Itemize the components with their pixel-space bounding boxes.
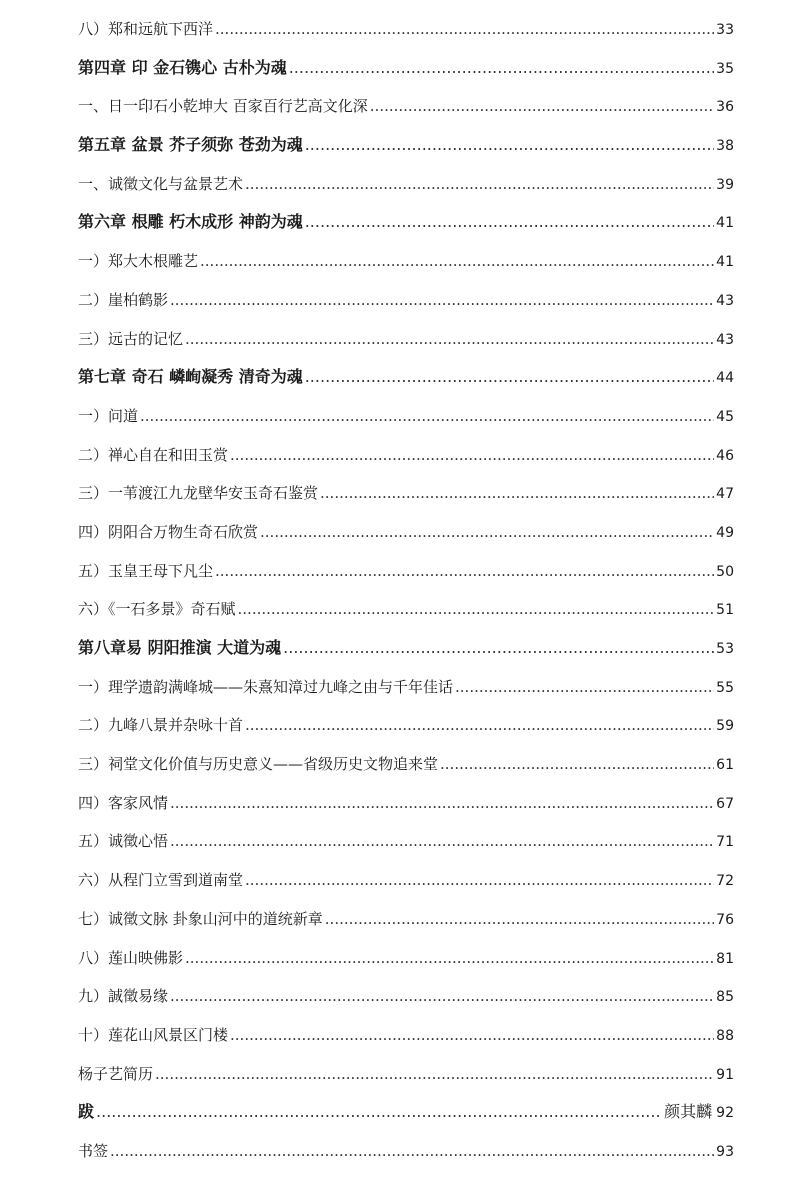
toc-entry — [78, 87, 734, 126]
toc-page-number: 41 — [716, 215, 734, 232]
dot-leader — [305, 126, 714, 165]
dot-leader — [170, 784, 714, 823]
toc-page-number: 91 — [716, 1066, 734, 1083]
toc-page-number: 50 — [716, 563, 734, 580]
toc-entry-title: 四）客家风情 — [78, 793, 169, 812]
dot-leader — [215, 552, 714, 591]
toc-entry-title: 第五章 盆景 芥子须弥 苍劲为魂 — [78, 135, 303, 155]
dot-leader — [155, 1055, 714, 1094]
toc-entry-title: 杨子艺简历 — [78, 1064, 154, 1083]
toc-entry — [78, 784, 734, 823]
toc-entry-title: 七）诚徵文脉 卦象山河中的道统新章 — [78, 909, 323, 928]
dot-leader — [215, 10, 714, 49]
dot-leader — [305, 358, 714, 397]
toc-chapter-entry — [78, 1093, 734, 1132]
toc-entry — [78, 822, 734, 861]
toc-entry-title: 四）阴阳合万物生奇石欣赏 — [78, 522, 259, 541]
dot-leader — [245, 861, 714, 900]
dot-leader — [96, 1093, 662, 1132]
toc-page-number: 53 — [716, 641, 734, 657]
toc-entry-title: 十）莲花山风景区门楼 — [78, 1025, 229, 1044]
toc-page-number: 44 — [716, 370, 734, 387]
toc-page-number: 72 — [716, 873, 734, 890]
toc-page-number: 81 — [716, 950, 734, 967]
toc-entry — [78, 242, 734, 281]
dot-leader — [185, 939, 714, 978]
dot-leader — [170, 822, 714, 861]
toc-entry — [78, 977, 734, 1016]
dot-leader — [260, 513, 714, 552]
toc-page-number: 55 — [716, 679, 734, 696]
toc-entry-title: 六）《一石多景》奇石赋 — [78, 600, 236, 619]
dot-leader — [305, 203, 714, 242]
toc-entry — [78, 165, 734, 204]
toc-chapter-entry — [78, 629, 734, 668]
toc-page-number: 36 — [716, 99, 734, 116]
dot-leader — [200, 242, 714, 281]
dot-leader — [245, 165, 714, 204]
dot-leader — [140, 397, 714, 436]
toc-page-number: 33 — [716, 22, 734, 38]
toc-entry — [78, 1016, 734, 1055]
toc-entry — [78, 590, 734, 629]
toc-chapter-entry — [78, 126, 734, 165]
toc-entry-title: 五）玉皇王母下凡尘 — [78, 561, 214, 580]
toc-entry-title: 五）诚徵心悟 — [78, 832, 169, 851]
toc-entry-title: 二）禅心自在和田玉赏 — [78, 445, 229, 464]
toc-entry-title: 二）崖柏鹤影 — [78, 290, 169, 309]
toc-page-number: 46 — [716, 447, 734, 464]
dot-leader — [455, 668, 714, 707]
toc-entry-title: 一、日一印石小乾坤大 百家百行艺高文化深 — [78, 97, 368, 116]
toc-page-number: 38 — [716, 138, 734, 155]
toc-entry-title: 第七章 奇石 嶙峋凝秀 清奇为魂 — [78, 367, 303, 387]
toc-chapter-entry — [78, 49, 734, 88]
toc-entry — [78, 900, 734, 939]
toc-entry — [78, 320, 734, 359]
toc-entry-title: 第四章 印 金石镌心 古朴为魂 — [78, 57, 287, 77]
toc-entry — [78, 397, 734, 436]
dot-leader — [440, 745, 714, 784]
toc-entry-title: 第八章易 阴阳推演 大道为魂 — [78, 638, 282, 657]
toc-entry — [78, 1132, 734, 1171]
toc-entry-title: 三）远古的记忆 — [78, 329, 184, 348]
toc-entry — [78, 745, 734, 784]
dot-leader — [245, 706, 714, 745]
dot-leader — [170, 281, 714, 320]
toc-page-number: 92 — [716, 1105, 734, 1122]
toc-page-number: 85 — [716, 989, 734, 1006]
dot-leader — [325, 900, 714, 939]
toc-page-number: 67 — [716, 795, 734, 812]
toc-entry-title: 一、诚徵文化与盆景艺术 — [78, 174, 244, 193]
dot-leader — [370, 87, 714, 126]
toc-entry-title: 第六章 根雕 朽木成形 神韵为魂 — [78, 212, 303, 232]
toc-page-number: 71 — [716, 834, 734, 851]
toc-entry-title: 三）祠堂文化价值与历史意义——省级历史文物追来堂 — [78, 755, 439, 774]
toc-entry — [78, 939, 734, 978]
toc-entry-title: 书签 — [78, 1141, 109, 1160]
toc-entry — [78, 10, 734, 49]
toc-page-number: 76 — [716, 911, 734, 928]
toc-page-number: 61 — [716, 757, 734, 774]
dot-leader — [110, 1132, 714, 1171]
toc-entry — [78, 513, 734, 552]
toc-page-number: 51 — [716, 602, 734, 619]
toc-chapter-entry — [78, 203, 734, 242]
toc-chapter-entry — [78, 358, 734, 397]
dot-leader — [185, 320, 714, 359]
toc-entry-author: 颜其麟 — [664, 1102, 713, 1122]
toc-entry — [78, 436, 734, 475]
toc-entry-title: 一）理学遗韵满峰城——朱熹知漳过九峰之由与千年佳话 — [78, 677, 454, 696]
dot-leader — [283, 629, 714, 668]
toc-page-number: 88 — [716, 1027, 734, 1044]
dot-leader — [230, 436, 714, 475]
toc-page-number: 35 — [716, 60, 734, 77]
toc-entry-title: 一）问道 — [78, 406, 139, 425]
dot-leader — [320, 474, 714, 513]
toc-entry-title: 跋 — [78, 1102, 95, 1122]
toc-entry — [78, 1055, 734, 1094]
dot-leader — [289, 49, 714, 88]
table-of-contents — [78, 10, 734, 1171]
toc-page-number: 93 — [716, 1143, 734, 1160]
toc-entry — [78, 552, 734, 591]
toc-entry-title: 六）从程门立雪到道南堂 — [78, 871, 244, 890]
toc-page-number: 59 — [716, 718, 734, 735]
toc-entry — [78, 861, 734, 900]
toc-entry — [78, 474, 734, 513]
toc-entry-title: 八）郑和远航下西洋 — [78, 20, 214, 38]
toc-entry — [78, 281, 734, 320]
toc-page-number: 43 — [716, 292, 734, 309]
dot-leader — [170, 977, 714, 1016]
toc-entry-title: 二）九峰八景并杂咏十首 — [78, 716, 244, 735]
toc-entry-title: 九）誠徵易缘 — [78, 987, 169, 1006]
toc-page-number: 39 — [716, 176, 734, 193]
toc-page-number: 45 — [716, 408, 734, 425]
toc-page-number: 49 — [716, 524, 734, 541]
toc-entry — [78, 706, 734, 745]
toc-page-number: 47 — [716, 486, 734, 503]
toc-entry — [78, 668, 734, 707]
toc-entry-title: 三）一苇渡江九龙壁华安玉奇石鉴赏 — [78, 484, 319, 503]
dot-leader — [230, 1016, 714, 1055]
toc-entry-title: 一）郑大木根雕艺 — [78, 252, 199, 271]
toc-page-number: 43 — [716, 331, 734, 348]
dot-leader — [238, 590, 715, 629]
toc-entry-title: 八）莲山映佛影 — [78, 948, 184, 967]
toc-page-number: 41 — [716, 254, 734, 271]
